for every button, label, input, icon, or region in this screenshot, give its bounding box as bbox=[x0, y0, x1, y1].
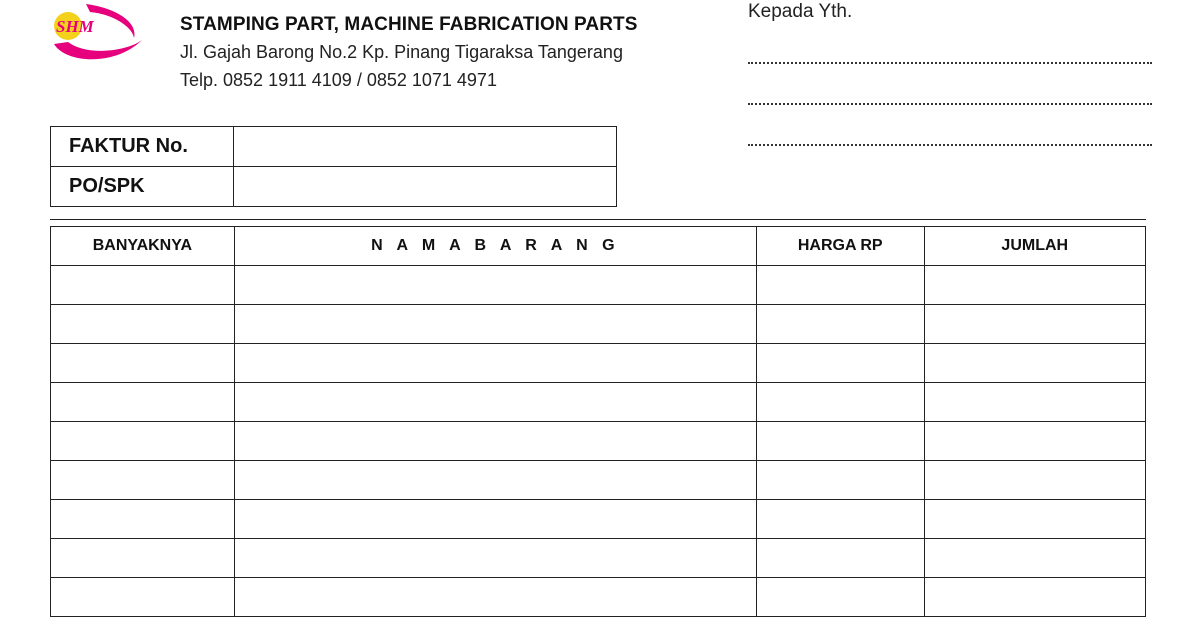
cell-item[interactable] bbox=[234, 383, 756, 422]
cell-total[interactable] bbox=[924, 266, 1145, 305]
cell-price[interactable] bbox=[756, 266, 924, 305]
table-row bbox=[51, 578, 1146, 617]
cell-price[interactable] bbox=[756, 344, 924, 383]
cell-total[interactable] bbox=[924, 539, 1145, 578]
cell-price[interactable] bbox=[756, 305, 924, 344]
cell-item[interactable] bbox=[234, 539, 756, 578]
col-banyaknya: BANYAKNYA bbox=[51, 227, 235, 266]
cell-qty[interactable] bbox=[51, 383, 235, 422]
company-address: Jl. Gajah Barong No.2 Kp. Pinang Tigaraksa Tangerang bbox=[180, 42, 623, 62]
cell-qty[interactable] bbox=[51, 578, 235, 617]
faktur-value-field[interactable] bbox=[234, 127, 617, 167]
cell-total[interactable] bbox=[924, 461, 1145, 500]
cell-qty[interactable] bbox=[51, 461, 235, 500]
cell-item[interactable] bbox=[234, 305, 756, 344]
col-harga: HARGA RP bbox=[756, 227, 924, 266]
cell-total[interactable] bbox=[924, 422, 1145, 461]
reference-row-faktur bbox=[51, 127, 617, 167]
cell-price[interactable] bbox=[756, 578, 924, 617]
table-row bbox=[51, 422, 1146, 461]
cell-item[interactable] bbox=[234, 266, 756, 305]
cell-price[interactable] bbox=[756, 539, 924, 578]
items-table bbox=[50, 226, 1146, 617]
company-phone: Telp. 0852 1911 4109 / 0852 1071 4971 bbox=[180, 70, 497, 90]
cell-total[interactable] bbox=[924, 344, 1145, 383]
table-row bbox=[51, 500, 1146, 539]
po-spk-value-field[interactable] bbox=[234, 167, 617, 207]
company-header bbox=[180, 12, 638, 94]
cell-total[interactable] bbox=[924, 578, 1145, 617]
cell-qty[interactable] bbox=[51, 266, 235, 305]
col-jumlah: JUMLAH bbox=[924, 227, 1145, 266]
cell-item[interactable] bbox=[234, 344, 756, 383]
reference-table bbox=[50, 126, 617, 207]
cell-item[interactable] bbox=[234, 500, 756, 539]
table-row bbox=[51, 461, 1146, 500]
cell-qty[interactable] bbox=[51, 344, 235, 383]
col-nama-barang: N A M A B A R A N G bbox=[234, 227, 756, 266]
table-row bbox=[51, 344, 1146, 383]
reference-row-po bbox=[51, 167, 617, 207]
items-section bbox=[50, 219, 1146, 640]
cell-qty[interactable] bbox=[51, 539, 235, 578]
recipient-label: Kepada Yth. bbox=[748, 1, 853, 22]
recipient-line-1[interactable] bbox=[748, 24, 1152, 64]
cell-price[interactable] bbox=[756, 383, 924, 422]
cell-total[interactable] bbox=[924, 500, 1145, 539]
logo-swoosh-icon bbox=[46, 0, 146, 68]
logo-text: SHM bbox=[56, 17, 94, 36]
recipient-block bbox=[748, 0, 1152, 146]
company-logo bbox=[46, 0, 146, 68]
cell-qty[interactable] bbox=[51, 305, 235, 344]
company-tagline: STAMPING PART, MACHINE FABRICATION PARTS bbox=[180, 14, 638, 35]
table-row bbox=[51, 539, 1146, 578]
cell-price[interactable] bbox=[756, 461, 924, 500]
items-header-row bbox=[51, 227, 1146, 266]
cell-qty[interactable] bbox=[51, 422, 235, 461]
cell-item[interactable] bbox=[234, 461, 756, 500]
recipient-line-2[interactable] bbox=[748, 64, 1152, 105]
po-spk-label: PO/SPK bbox=[51, 167, 234, 207]
table-row bbox=[51, 383, 1146, 422]
cell-item[interactable] bbox=[234, 578, 756, 617]
cell-price[interactable] bbox=[756, 422, 924, 461]
cell-qty[interactable] bbox=[51, 500, 235, 539]
cell-total[interactable] bbox=[924, 383, 1145, 422]
cell-total[interactable] bbox=[924, 305, 1145, 344]
cell-price[interactable] bbox=[756, 500, 924, 539]
cell-item[interactable] bbox=[234, 422, 756, 461]
recipient-line-3[interactable] bbox=[748, 105, 1152, 146]
table-row bbox=[51, 266, 1146, 305]
faktur-label: FAKTUR No. bbox=[51, 127, 234, 167]
table-row bbox=[51, 305, 1146, 344]
